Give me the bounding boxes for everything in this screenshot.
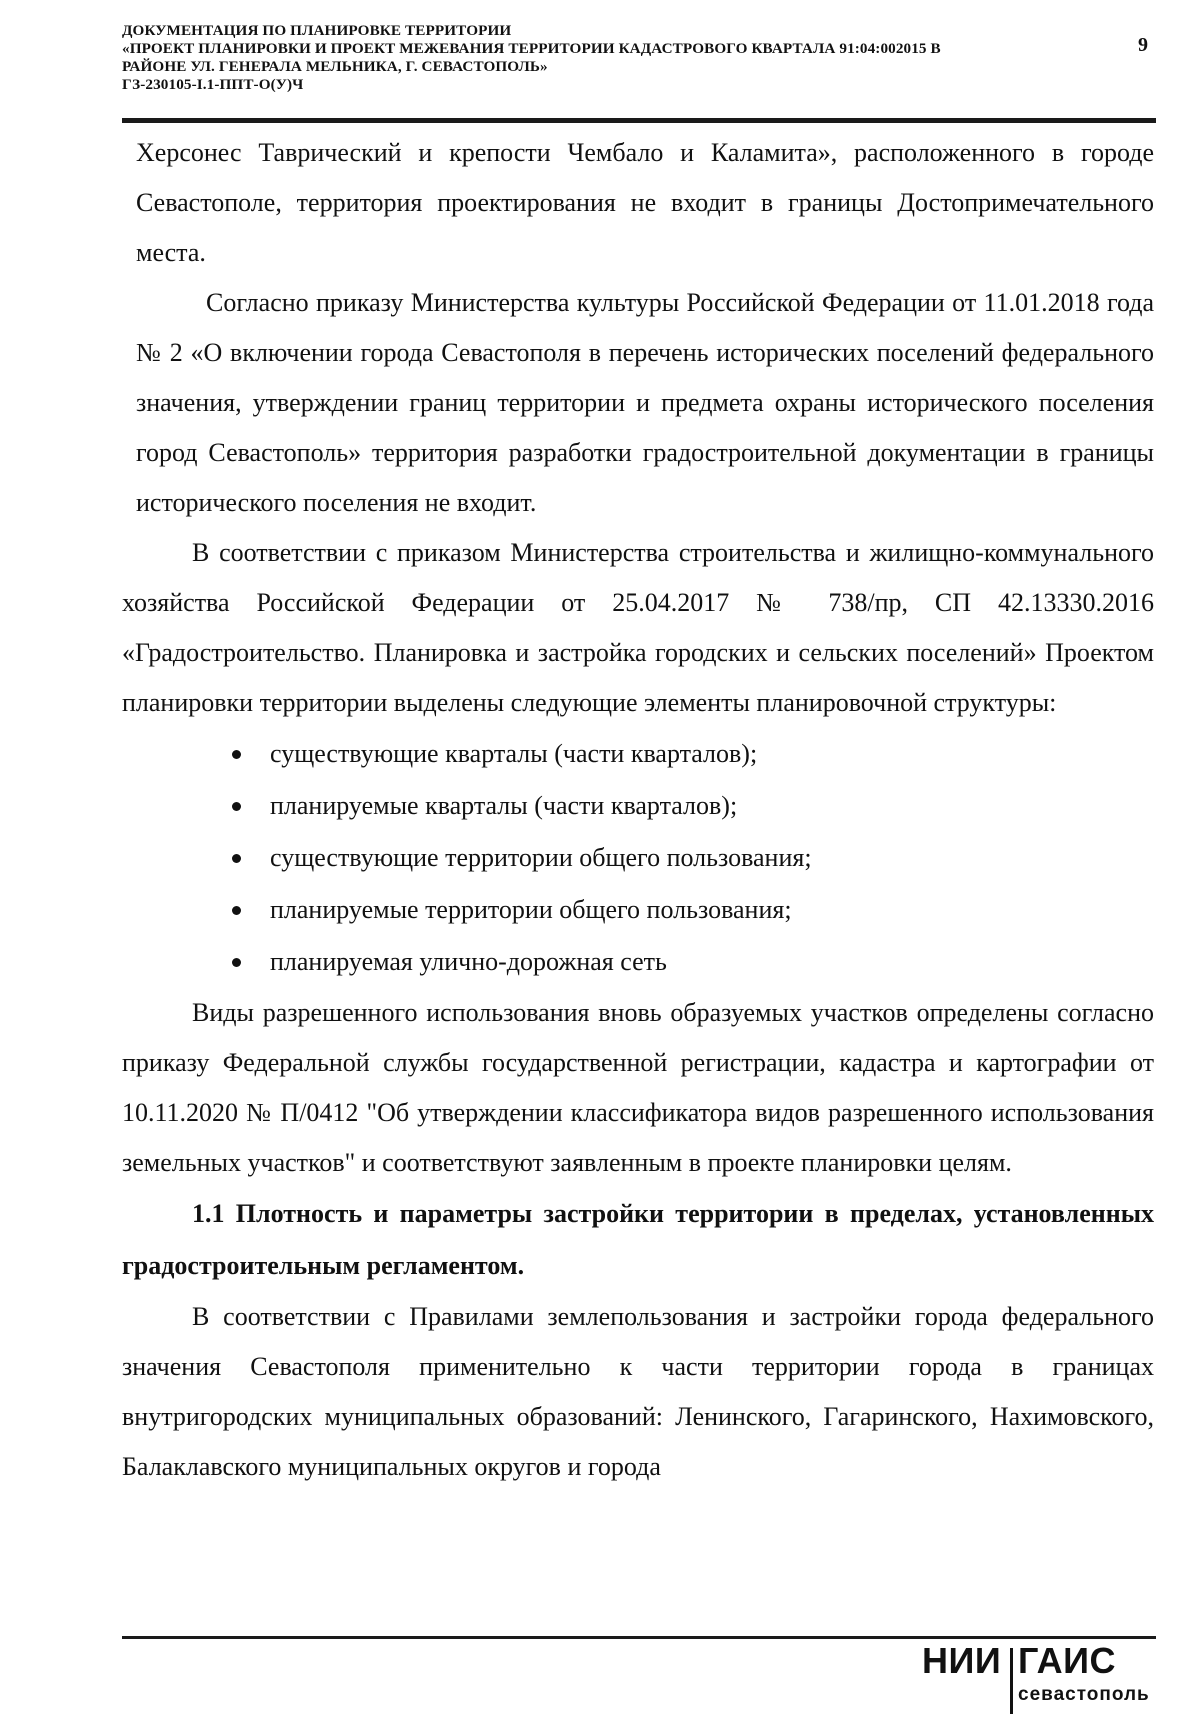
list-item: планируемые территории общего пользования; <box>136 884 1154 936</box>
logo-text-gais: ГАИС <box>1018 1640 1117 1681</box>
document-header <box>122 22 1082 94</box>
logo-separator <box>1010 1648 1013 1714</box>
bullet-icon <box>232 906 241 915</box>
page-number: 9 <box>1138 34 1148 56</box>
section-heading: 1.1 Плотность и параметры застройки территории в пределах, установленных градостроительным регламентом. <box>122 1199 1154 1280</box>
list-item: планируемые кварталы (части кварталов); <box>136 780 1154 832</box>
paragraph-2: Согласно приказу Министерства культуры Российской Федерации от 11.01.2018 года № 2 «О включении города Севастополя в перечень исторических поселений федерального значения, утверждении границ территории и предмета охраны исторического поселения город Севастополь» территория разработки градостроительной документации в границы исторического поселения не входит. <box>136 288 1154 517</box>
planning-elements-list <box>136 728 1154 988</box>
list-item: существующие кварталы (части кварталов); <box>136 728 1154 780</box>
paragraph-5: В соответствии с Правилами землепользования и застройки города федерального значения Севастополя применительно к части территории города в границах внутригородских муниципальных образований: Ленинского, Гагаринского, Нахимовского, Балаклавского муниципальных округов и города <box>122 1302 1154 1481</box>
header-line-2: «ПРОЕКТ ПЛАНИРОВКИ И ПРОЕКТ МЕЖЕВАНИЯ ТЕРРИТОРИИ КАДАСТРОВОГО КВАРТАЛА 91:04:002015 В <box>122 40 941 57</box>
list-item: планируемая улично-дорожная сеть <box>136 936 1154 988</box>
bullet-icon <box>232 750 241 759</box>
header-doc-code: ГЗ-230105-I.1-ППТ-О(У)Ч <box>122 76 304 93</box>
list-item: существующие территории общего пользования; <box>136 832 1154 884</box>
nii-gais-logo <box>922 1640 1162 1720</box>
document-body <box>122 128 1154 1492</box>
bullet-icon <box>232 958 241 967</box>
footer-divider <box>122 1636 1156 1639</box>
logo-text-nii: НИИ <box>922 1640 1002 1681</box>
header-line-1: ДОКУМЕНТАЦИЯ ПО ПЛАНИРОВКЕ ТЕРРИТОРИИ <box>122 22 512 39</box>
paragraph-1: Херсонес Таврический и крепости Чембало и Каламита», расположенного в городе Севастополе, территория проектирования не входит в границы Достопримечательного места. <box>136 138 1154 267</box>
bullet-icon <box>232 854 241 863</box>
header-divider <box>122 118 1156 123</box>
bullet-icon <box>232 802 241 811</box>
paragraph-3: В соответствии с приказом Министерства строительства и жилищно-коммунального хозяйства Российской Федерации от 25.04.2017 № 738/пр, СП 42.13330.2016 «Градостроительство. Планировка и застройка городских и сельских поселений» Проектом планировки территории выделены следующие элементы планировочной структуры: <box>122 538 1154 717</box>
header-line-3: РАЙОНЕ УЛ. ГЕНЕРАЛА МЕЛЬНИКА, Г. СЕВАСТОПОЛЬ» <box>122 58 548 75</box>
paragraph-4: Виды разрешенного использования вновь образуемых участков определены согласно приказу Федеральной службы государственной регистрации, кадастра и картографии от 10.11.2020 № П/0412 "Об утверждении классификатора видов разрешенного использования земельных участков" и соответствуют заявленным в проекте планировки целям. <box>122 998 1154 1177</box>
logo-text-city: севастополь <box>1018 1684 1150 1705</box>
